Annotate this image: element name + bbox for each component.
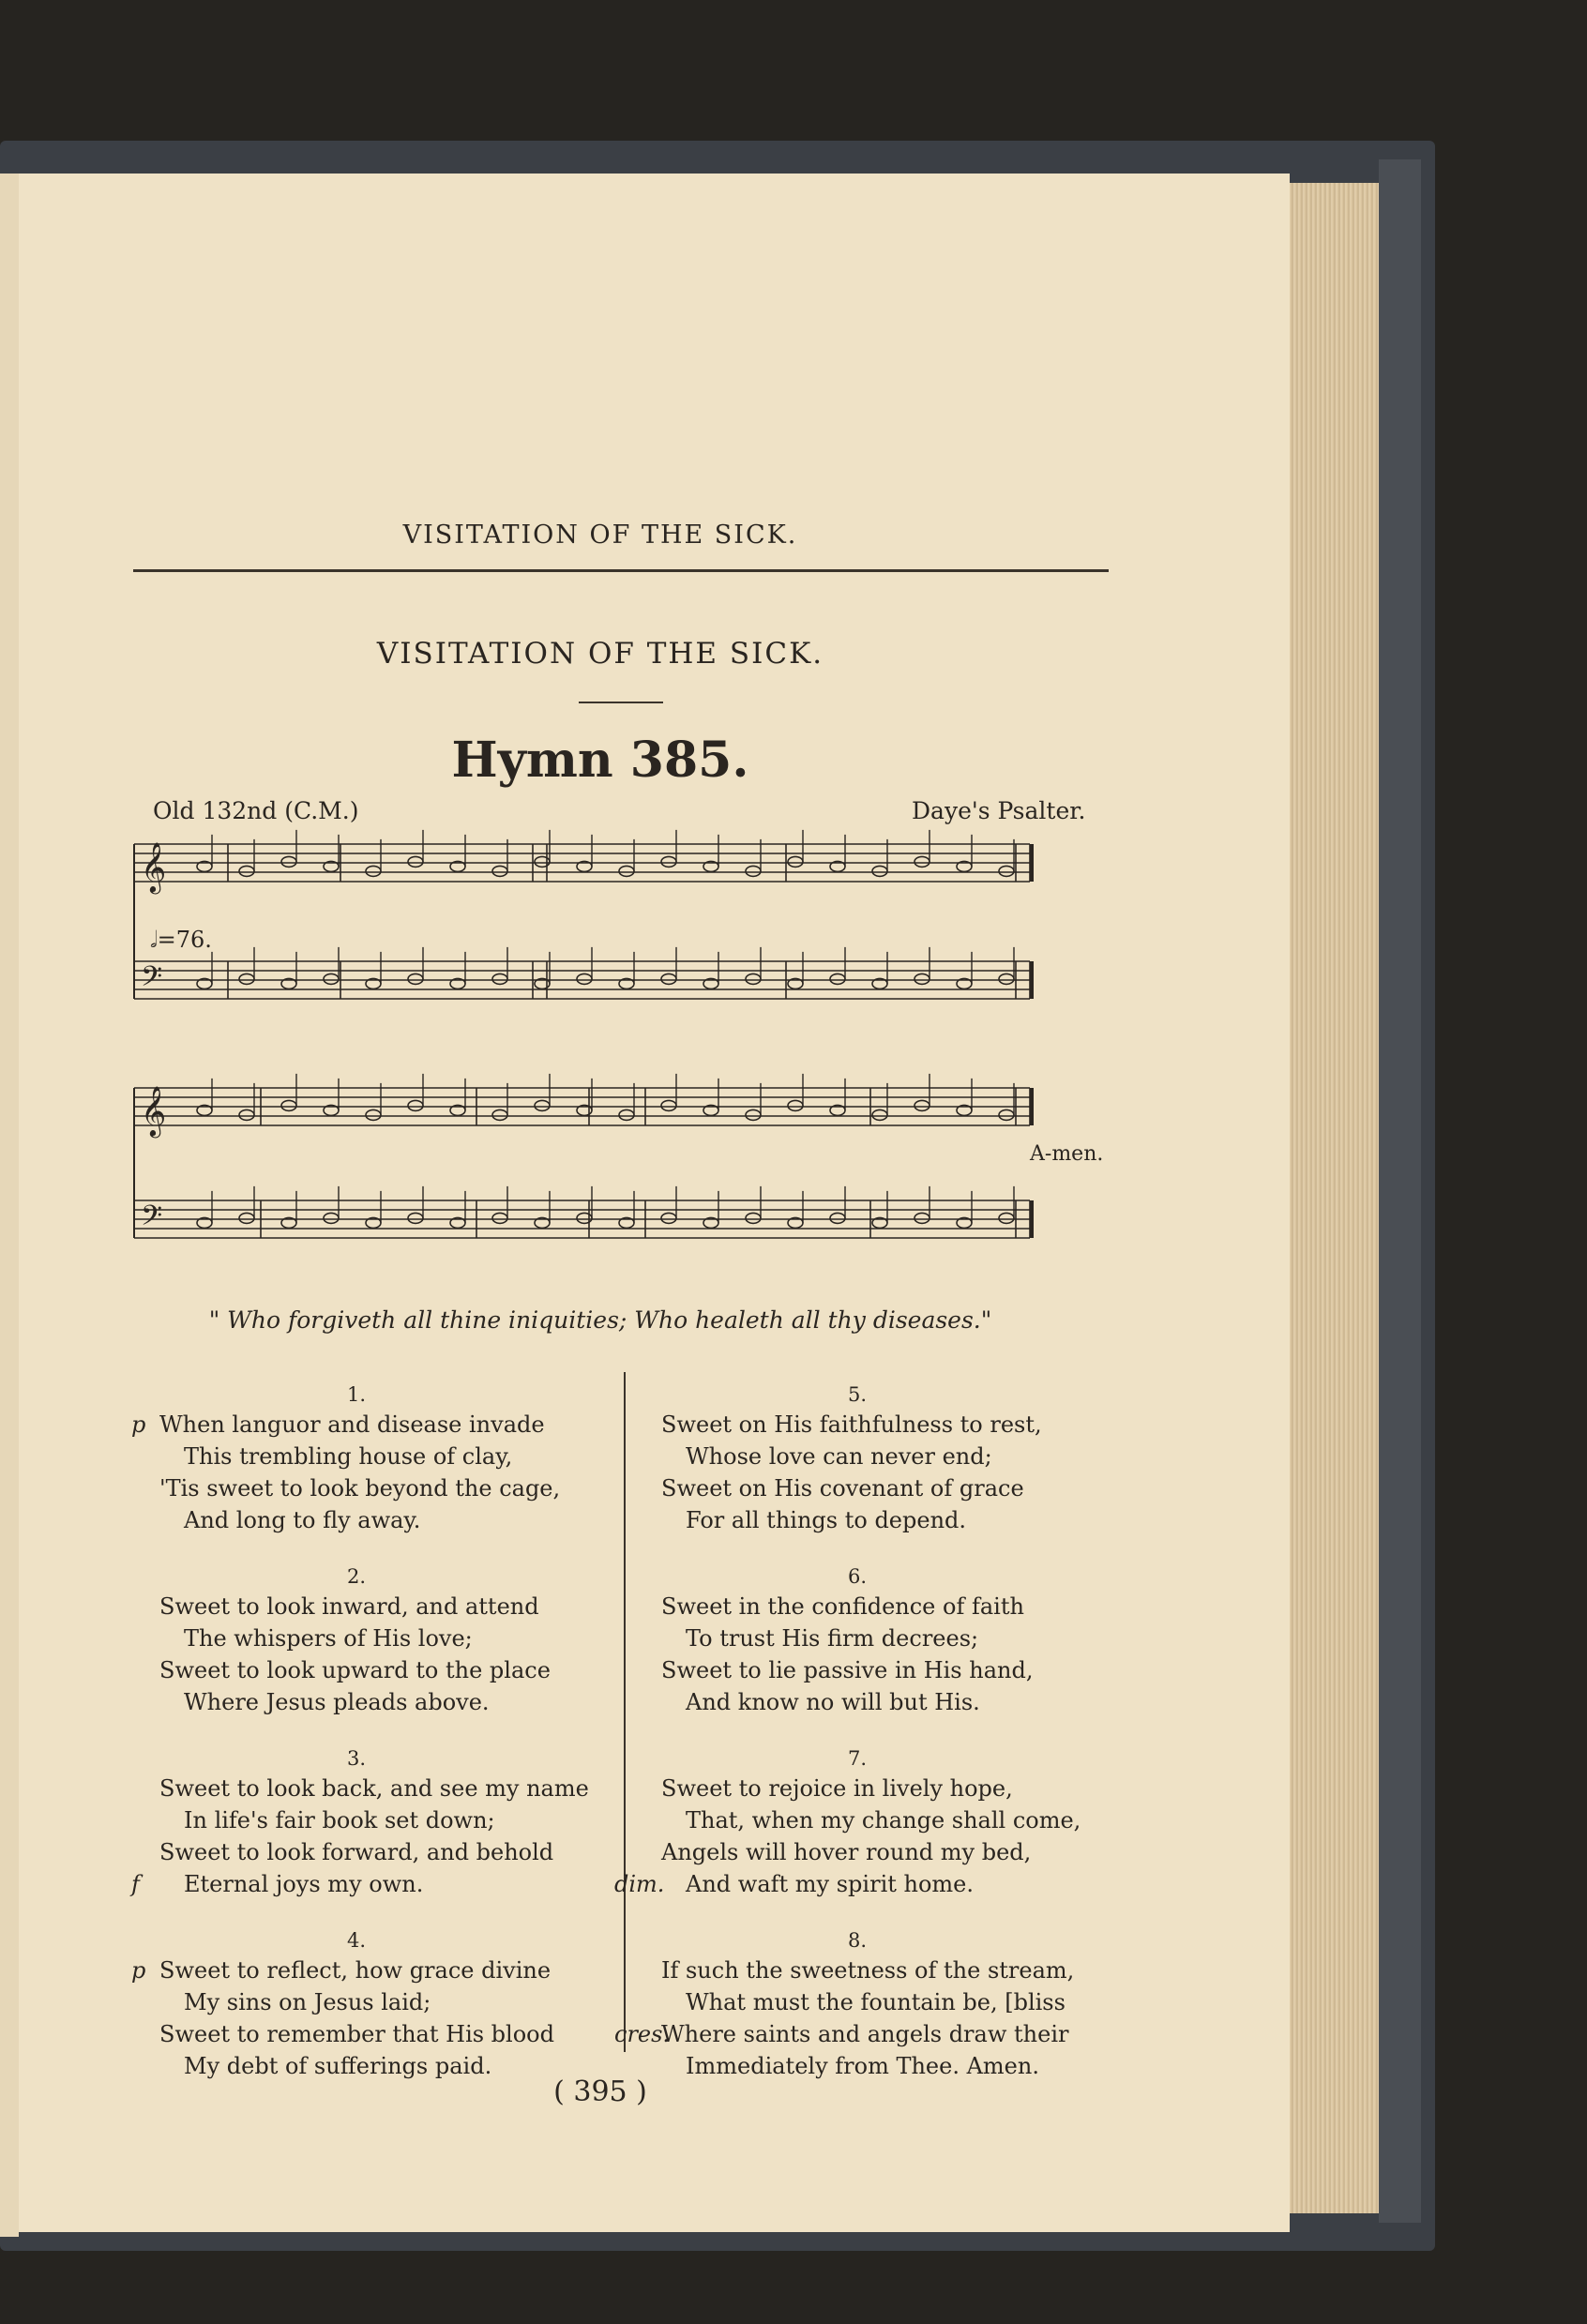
verse-line: Angels will hover round my bed, <box>661 1839 1032 1865</box>
verse-line: Sweet to look forward, and behold <box>159 1839 554 1865</box>
verse-line: And waft my spirit home. <box>686 1871 975 1897</box>
running-head: VISITATION OF THE SICK. <box>402 521 798 550</box>
svg-text:𝄞: 𝄞 <box>141 1085 167 1136</box>
verse-line: Sweet to look upward to the place <box>159 1657 551 1683</box>
verse-line: When languor and disease invade <box>159 1411 545 1438</box>
verse-line: Immediately from Thee. Amen. <box>686 2053 1039 2079</box>
verse-number: 4. <box>347 1929 367 1952</box>
verse-line: Eternal joys my own. <box>184 1871 424 1897</box>
amen-text: A-men. <box>1030 1142 1104 1166</box>
verse-line: The whispers of His love; <box>184 1625 473 1652</box>
verse-number: 2. <box>347 1565 367 1588</box>
verse-line: Sweet to look back, and see my name <box>159 1775 589 1802</box>
dynamic-mark: p <box>131 1957 146 1984</box>
verse-line: Sweet to rejoice in lively hope, <box>661 1775 1013 1802</box>
verse-line: Sweet to reflect, how grace divine <box>159 1957 552 1984</box>
verse-line: This trembling house of clay, <box>184 1443 513 1470</box>
hymnal-page <box>19 174 1290 2232</box>
verse-number: 7. <box>848 1747 868 1770</box>
verse-line: That, when my change shall come, <box>686 1807 1081 1834</box>
facing-page-edge <box>0 174 19 2237</box>
verse-line: Sweet to look inward, and attend <box>159 1593 539 1620</box>
tune-name: Old 132nd (C.M.) <box>153 797 359 824</box>
verse-line: Whose love can never end; <box>686 1443 992 1470</box>
verse-line: My sins on Jesus laid; <box>184 1989 431 2015</box>
header-rule <box>133 569 1109 572</box>
verse-line: To trust His firm decrees; <box>686 1625 979 1652</box>
verse-line: Where Jesus pleads above. <box>184 1689 490 1715</box>
page-edges <box>1290 183 1379 2213</box>
composer: Daye's Psalter. <box>912 797 1086 824</box>
tempo-marking: 𝅗𝅥=76. <box>150 927 212 953</box>
section-title: VISITATION OF THE SICK. <box>376 637 824 671</box>
music-score <box>129 821 1124 1290</box>
verse-number: 1. <box>347 1383 367 1406</box>
verse-line: What must the fountain be, [bliss <box>686 1989 1066 2015</box>
verse-line: My debt of sufferings paid. <box>184 2053 492 2079</box>
verse-line: Where saints and angels draw their <box>661 2021 1069 2047</box>
verse-line: If such the sweetness of the stream, <box>661 1957 1075 1984</box>
verse-line: 'Tis sweet to look beyond the cage, <box>159 1475 561 1502</box>
book-spine <box>1379 159 1421 2223</box>
verse-line: Sweet on His covenant of grace <box>661 1475 1024 1502</box>
verse-number: 5. <box>848 1383 868 1406</box>
dynamic-mark: p <box>131 1411 146 1438</box>
verse-line: In life's fair book set down; <box>184 1807 495 1834</box>
verse-line: And know no will but His. <box>686 1689 980 1715</box>
verse-line: Sweet in the confidence of faith <box>661 1593 1024 1620</box>
column-divider <box>624 1372 626 2052</box>
verse-line: Sweet on His faithfulness to rest, <box>661 1411 1042 1438</box>
svg-text:𝄢: 𝄢 <box>141 961 163 1000</box>
verse-line: Sweet to lie passive in His hand, <box>661 1657 1034 1683</box>
svg-text:𝄢: 𝄢 <box>141 1200 163 1239</box>
epigraph: " Who forgiveth all thine iniquities; Who healeth all thy diseases." <box>208 1306 992 1334</box>
verse-line: And long to fly away. <box>184 1507 421 1533</box>
page-number: ( 395 ) <box>553 2075 647 2108</box>
verse-line: For all things to depend. <box>686 1507 967 1533</box>
verse-number: 8. <box>848 1929 868 1952</box>
verse-number: 3. <box>347 1747 367 1770</box>
svg-text:𝄞: 𝄞 <box>141 841 167 892</box>
hymn-title: Hymn 385. <box>451 732 749 789</box>
dynamic-mark: f <box>131 1871 140 1897</box>
title-rule <box>579 702 663 703</box>
verse-number: 6. <box>848 1565 868 1588</box>
dynamic-mark: dim. <box>614 1871 665 1897</box>
verse-line: Sweet to remember that His blood <box>159 2021 554 2047</box>
dynamic-mark: cres. <box>614 2021 671 2047</box>
